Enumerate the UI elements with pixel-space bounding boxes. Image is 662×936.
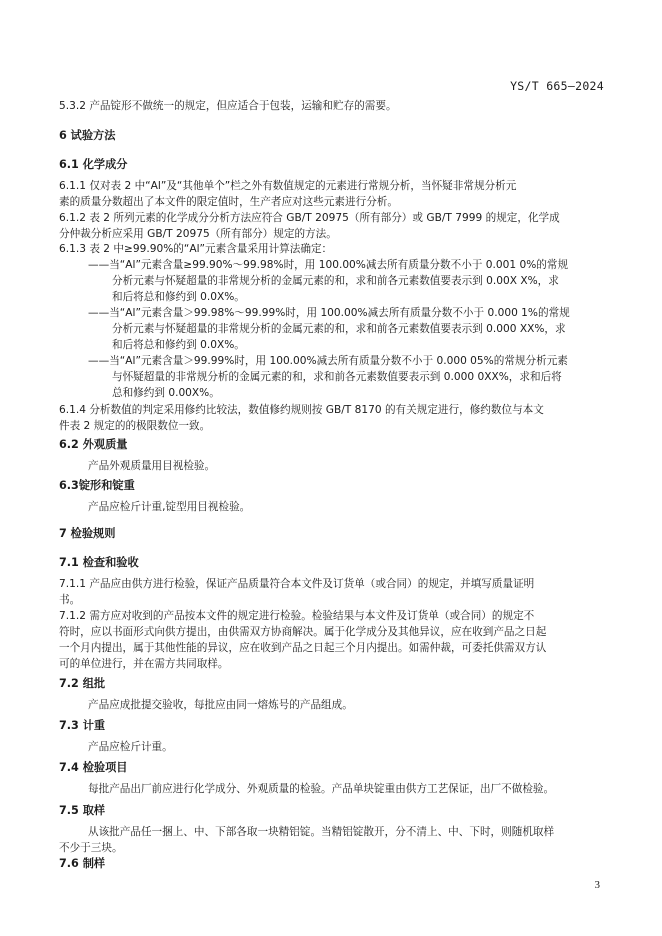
section-6-2-heading: 6.2 外观质量: [59, 438, 128, 451]
clause-6-1-1-line2: 素的质量分数超出了本文件的限定值时，生产者应对这些元素进行分析。: [59, 196, 398, 208]
section-7-heading: 7 检验规则: [59, 527, 116, 540]
section-7-6-heading: 7.6 制样: [59, 857, 106, 870]
section-7-5-heading: 7.5 取样: [59, 804, 106, 817]
page-number: 3: [594, 879, 600, 891]
clause-7-3-text: 产品应检斤计重。: [88, 741, 173, 753]
clause-7-1-2-line4: 可的单位进行，并在需方共同取样。: [59, 658, 229, 670]
clause-6-1-3: 6.1.3 表 2 中≥99.90%的“Al”元素含量采用计算法确定：: [59, 243, 333, 255]
clause-5-3-2: 5.3.2 产品锭形不做统一的规定，但应适合于包装，运输和贮存的需要。: [59, 100, 397, 112]
list-item-1-line3: 和后将总和修约到 0.0X%。: [112, 291, 245, 303]
list-item-3-line1: ——当“Al”元素含量＞99.99%时，用 100.00%减去所有质量分数不小于 0.000 05%的常规分析元素: [88, 355, 568, 367]
list-item-3-line2: 与怀疑超量的非常规分析的金属元素的和，求和前各元素数值要表示到 0.000 0XX%，求和后将: [112, 371, 562, 383]
clause-7-1-1-line1: 7.1.1 产品应由供方进行检验，保证产品质量符合本文件及订货单（或合同）的规定，并填写质量证明: [59, 578, 535, 590]
clause-7-4-text: 每批产品出厂前应进行化学成分、外观质量的检验。产品单块锭重由供方工艺保证，出厂不做检验。: [88, 783, 555, 795]
clause-6-1-1-line1: 6.1.1 仅对表 2 中“Al”及“其他单个”栏之外有数值规定的元素进行常规分析，当怀疑非常规分析元: [59, 180, 517, 192]
clause-6-1-2-line1: 6.1.2 表 2 所列元素的化学成分分析方法应符合 GB/T 20975（所有部分）或 GB/T 7999 的规定，化学成: [59, 212, 560, 224]
clause-7-2-text: 产品应成批提交验收，每批应由同一熔炼号的产品组成。: [88, 699, 353, 711]
section-7-3-heading: 7.3 计重: [59, 719, 106, 732]
clause-7-1-2-line2: 符时，应以书面形式向供方提出，由供需双方协商解决。属于化学成分及其他异议，应在收到产品之日起: [59, 626, 547, 638]
section-6-heading: 6 试验方法: [59, 129, 116, 142]
clause-6-1-2-line2: 分仲裁分析应采用 GB/T 20975（所有部分）规定的方法。: [59, 228, 337, 240]
list-item-3-line3: 总和修约到 0.00X%。: [112, 387, 220, 399]
clause-7-1-2-line3: 一个月内提出，属于其他性能的异议，应在收到产品之日起三个月内提出。如需仲裁，可委托供需双方认: [59, 642, 547, 654]
list-item-2-line1: ——当“Al”元素含量＞99.98%～99.99%时，用 100.00%减去所有质量分数不小于 0.000 1%的常规: [88, 307, 570, 319]
section-7-2-heading: 7.2 组批: [59, 677, 106, 690]
clause-6-3-text: 产品应检斤计重,锭型用目视检验。: [88, 501, 251, 513]
section-7-4-heading: 7.4 检验项目: [59, 761, 128, 774]
clause-6-2-text: 产品外观质量用目视检验。: [88, 460, 216, 472]
standard-number-header: YS/T 665—2024: [510, 79, 604, 93]
section-6-1-heading: 6.1 化学成分: [59, 158, 128, 171]
clause-7-1-2-line1: 7.1.2 需方应对收到的产品按本文件的规定进行检验。检验结果与本文件及订货单（或合同）的规定不: [59, 610, 535, 622]
clause-6-1-4-line2: 件表 2 规定的的极限数位一致。: [59, 420, 211, 432]
section-7-1-heading: 7.1 检查和验收: [59, 556, 139, 569]
clause-7-5-line1: 从该批产品任一捆上、中、下部各取一块精铝锭。当精铝锭散开，分不清上、中、下时，则随机取样: [88, 826, 555, 838]
clause-7-1-1-line2: 书。: [59, 594, 81, 606]
list-item-2-line3: 和后将总和修约到 0.0X%。: [112, 339, 245, 351]
section-6-3-heading: 6.3锭形和锭重: [59, 479, 135, 492]
list-item-1-line2: 分析元素与怀疑超量的非常规分析的金属元素的和，求和前各元素数值要表示到 0.00X X%，求: [112, 275, 559, 287]
clause-7-5-line2: 不少于三块。: [59, 842, 123, 854]
list-item-1-line1: ——当“Al”元素含量≥99.90%～99.98%时，用 100.00%减去所有质量分数不小于 0.001 0%的常规: [88, 259, 569, 271]
list-item-2-line2: 分析元素与怀疑超量的非常规分析的金属元素的和，求和前各元素数值要表示到 0.000 XX%，求: [112, 323, 566, 335]
clause-6-1-4-line1: 6.1.4 分析数值的判定采用修约比较法，数值修约规则按 GB/T 8170 的有关规定进行，修约数位与本文: [59, 404, 544, 416]
